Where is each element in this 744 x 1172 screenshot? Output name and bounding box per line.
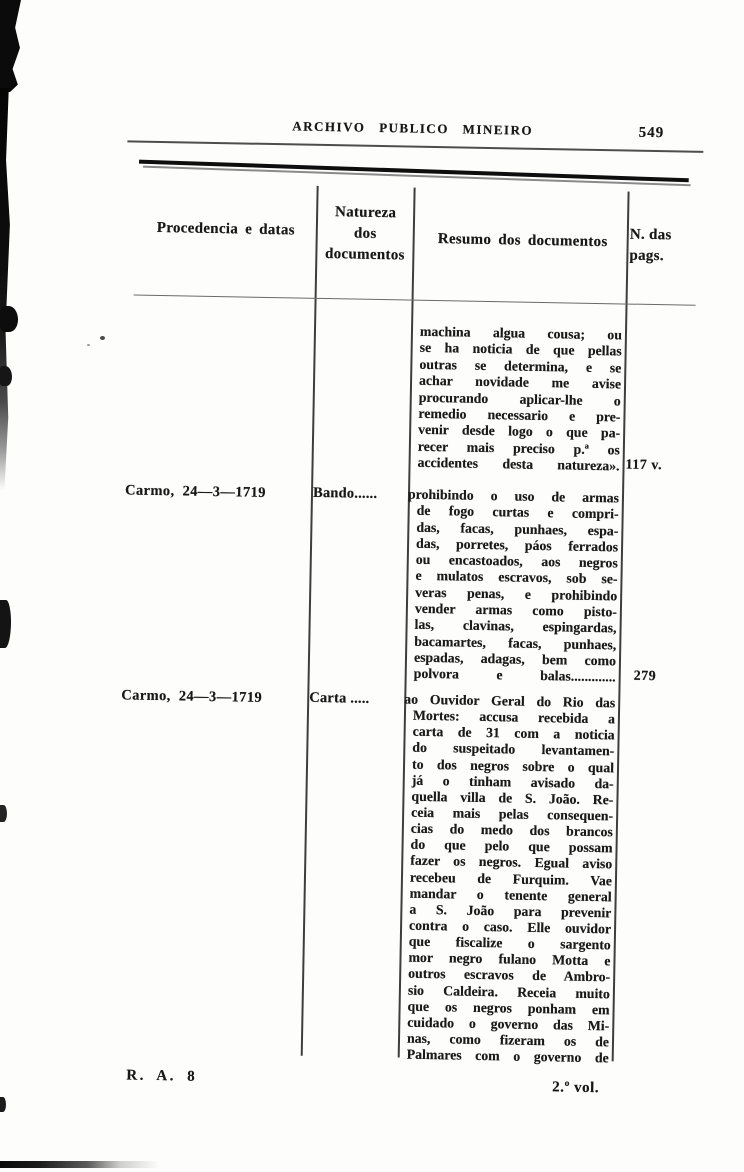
resumo-line: ou encastoados, aos negros bbox=[415, 551, 618, 571]
resumo-line: fazer os negros. Egual aviso bbox=[410, 853, 613, 872]
resumo-line: accidentes desta natureza». bbox=[417, 454, 620, 474]
column-header-resumo: Resumo dos documentos bbox=[437, 231, 608, 251]
resumo-line: cuidado o governo das Mi- bbox=[407, 1014, 610, 1034]
resumo-line: outras se determina, e se bbox=[419, 356, 622, 376]
resumo-line: machina algua cousa; ou bbox=[419, 323, 623, 343]
resumo-line: remedio necessario e pre- bbox=[418, 405, 621, 425]
column-header-natureza-line: dos bbox=[353, 225, 377, 242]
natureza-cell: Bando...... bbox=[312, 484, 378, 502]
resumo-line: das, porretes, páos ferrados bbox=[415, 535, 619, 555]
column-header-pags-line: pags. bbox=[629, 247, 665, 265]
resumo-line: se ha noticia de que pellas bbox=[419, 340, 622, 359]
resumo-line: e mulatos escravos, sob se- bbox=[415, 568, 618, 587]
page-ref: 279 bbox=[633, 669, 657, 685]
resumo-line: prohibindo o uso de armas bbox=[407, 486, 620, 506]
column-header-pags-line: N. das bbox=[629, 226, 672, 244]
resumo-line: das, facas, punhaes, espa- bbox=[416, 519, 619, 539]
resumo-line: venir desde logo o que pa- bbox=[418, 422, 621, 441]
running-head: ARCHIVO PUBLICO MINEIRO bbox=[292, 118, 534, 138]
resumo-line: já o tinham avisado da- bbox=[411, 772, 614, 792]
procedencia-cell: Carmo, 24—3—1719 bbox=[124, 482, 267, 501]
resumo-line: do que pelo que possam bbox=[410, 836, 613, 856]
resumo-line: ao Ouvidor Geral do Rio das bbox=[404, 691, 616, 711]
procedencia-cell: Carmo, 24—3—1719 bbox=[121, 687, 263, 706]
resumo-line: que fiscalize o sargento bbox=[408, 933, 611, 953]
natureza-cell: Carta ..... bbox=[309, 689, 370, 707]
resumo-line: sio Caldeira. Receia muito bbox=[407, 982, 611, 1001]
resumo-line: a S. João para prevenir bbox=[409, 901, 612, 921]
column-header-procedencia: Procedencia e datas bbox=[156, 219, 296, 239]
resumo-line: polvora e balas............. bbox=[413, 665, 616, 685]
resumo-line: ceia mais pelas consequen- bbox=[411, 804, 614, 824]
resumo-line: recebeu de Furquim. Vae bbox=[409, 869, 613, 888]
page-number: 549 bbox=[638, 124, 665, 142]
page-ref: 117 v. bbox=[625, 457, 663, 474]
resumo-line: nas, como fizeram os de bbox=[406, 1030, 610, 1050]
resumo-cell bbox=[398, 692, 616, 1067]
resumo-line: espadas, adagas, bem como bbox=[413, 649, 617, 669]
resumo-line: las, clavinas, espingardas, bbox=[414, 617, 617, 636]
resumo-line: outros escravos de Ambro- bbox=[408, 966, 611, 985]
resumo-line: recer mais preciso p.ª os bbox=[417, 438, 621, 458]
resumo-line: Mortes: accusa recebida a bbox=[412, 707, 616, 727]
resumo-line: que os negros ponham em bbox=[407, 998, 610, 1018]
resumo-line: cias do medo dos brancos bbox=[410, 820, 613, 840]
signature-mark: R. A. 8 bbox=[126, 1067, 198, 1085]
volume-label: 2.º vol. bbox=[552, 1079, 600, 1097]
resumo-line: veras penas, e prohibindo bbox=[415, 584, 618, 604]
resumo-line: quella villa de S. João. Re- bbox=[411, 788, 614, 808]
resumo-line: vender armas como pisto- bbox=[414, 600, 618, 620]
resumo-line: to dos negros sobre o qual bbox=[411, 756, 615, 775]
resumo-line: mandar o tenente general bbox=[409, 885, 612, 905]
resumo-line: de fogo curtas e compri- bbox=[416, 503, 619, 522]
resumo-line: carta de 31 com a noticia bbox=[412, 723, 615, 743]
resumo-line: procurando aplicar-lhe o bbox=[418, 389, 621, 409]
resumo-line: mor negro fulano Motta e bbox=[408, 949, 611, 969]
resumo-line: contra o caso. Elle ouvidor bbox=[408, 917, 612, 937]
resumo-line: bacamartes, facas, punhaes, bbox=[414, 633, 617, 653]
resumo-line: do suspeitado levantamen- bbox=[412, 740, 615, 759]
column-header-natureza-line: documentos bbox=[324, 246, 405, 264]
column-header-natureza-line: Natureza bbox=[334, 204, 397, 222]
resumo-line: Palmares com o governo de bbox=[406, 1046, 609, 1066]
resumo-line: achar novidade me avise bbox=[418, 372, 622, 392]
